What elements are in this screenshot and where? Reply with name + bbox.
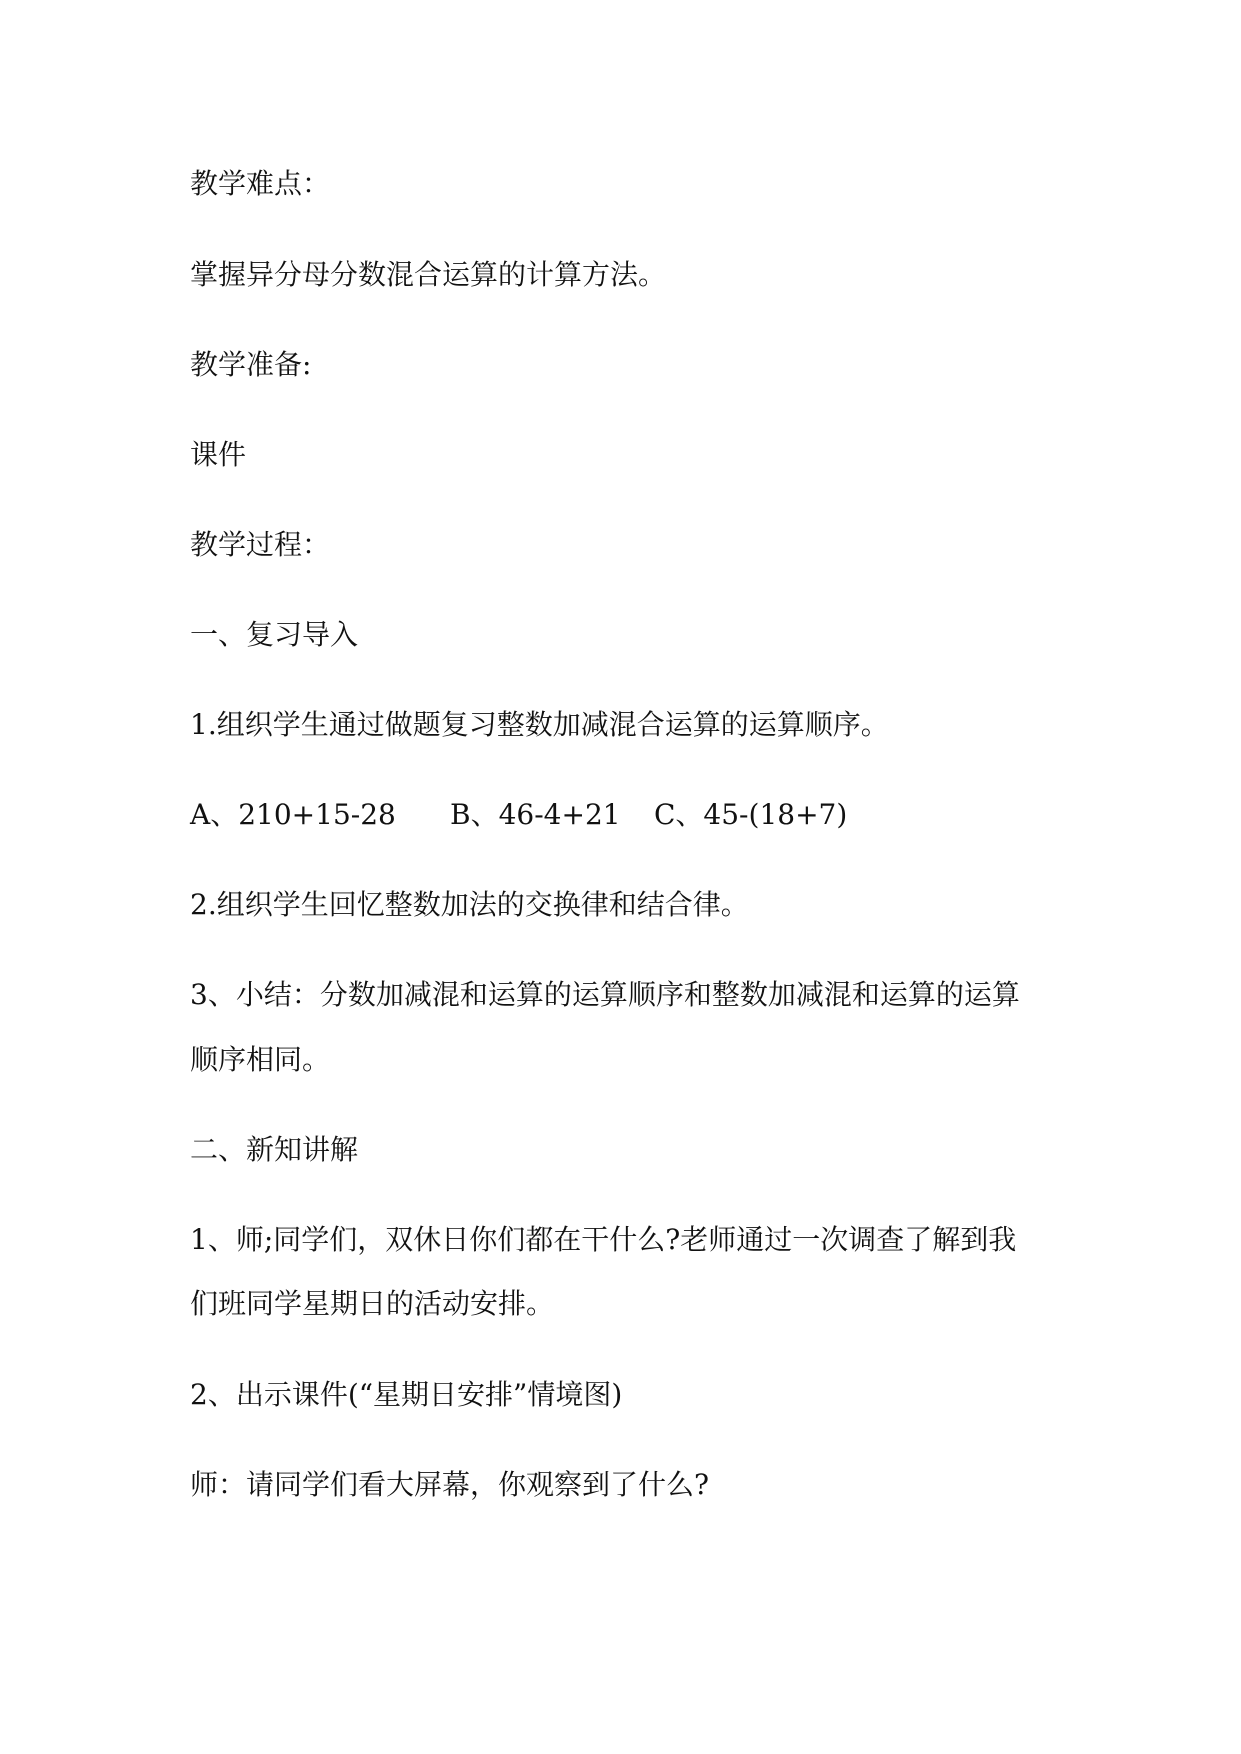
exercise-b: B、46-4+21 [450, 798, 621, 831]
section-heading-review: 一、复习导入 [190, 618, 359, 651]
list-item-teacher-question-continued: 们班同学星期日的活动安排。 [190, 1287, 555, 1320]
paragraph-difficulty-content: 掌握异分母分数混合运算的计算方法。 [190, 258, 667, 291]
exercise-c: C、45-(18+7) [654, 798, 848, 831]
section-heading-new-knowledge: 二、新知讲解 [190, 1133, 359, 1166]
exercise-row [190, 798, 847, 832]
heading-teaching-process: 教学过程： [190, 528, 331, 561]
list-item-summary: 3、小结：分数加减混和运算的运算顺序和整数加减混和运算的运算 [190, 978, 1020, 1011]
list-item-show-courseware: 2、出示课件(“星期日安排”情境图) [190, 1378, 623, 1411]
list-item-review-2: 2.组织学生回忆整数加法的交换律和结合律。 [190, 888, 749, 921]
heading-teaching-difficulty: 教学难点： [190, 167, 331, 200]
list-item-review-1: 1.组织学生通过做题复习整数加减混合运算的运算顺序。 [190, 708, 889, 741]
paragraph-teacher-prompt: 师：请同学们看大屏幕，你观察到了什么? [190, 1468, 710, 1501]
list-item-teacher-question: 1、师;同学们，双休日你们都在干什么?老师通过一次调查了解到我 [190, 1223, 1017, 1256]
list-item-summary-continued: 顺序相同。 [190, 1043, 331, 1076]
paragraph-preparation-content: 课件 [190, 438, 247, 471]
heading-teaching-preparation: 教学准备: [190, 348, 312, 381]
exercise-a: A、210+15-28 [190, 798, 396, 831]
